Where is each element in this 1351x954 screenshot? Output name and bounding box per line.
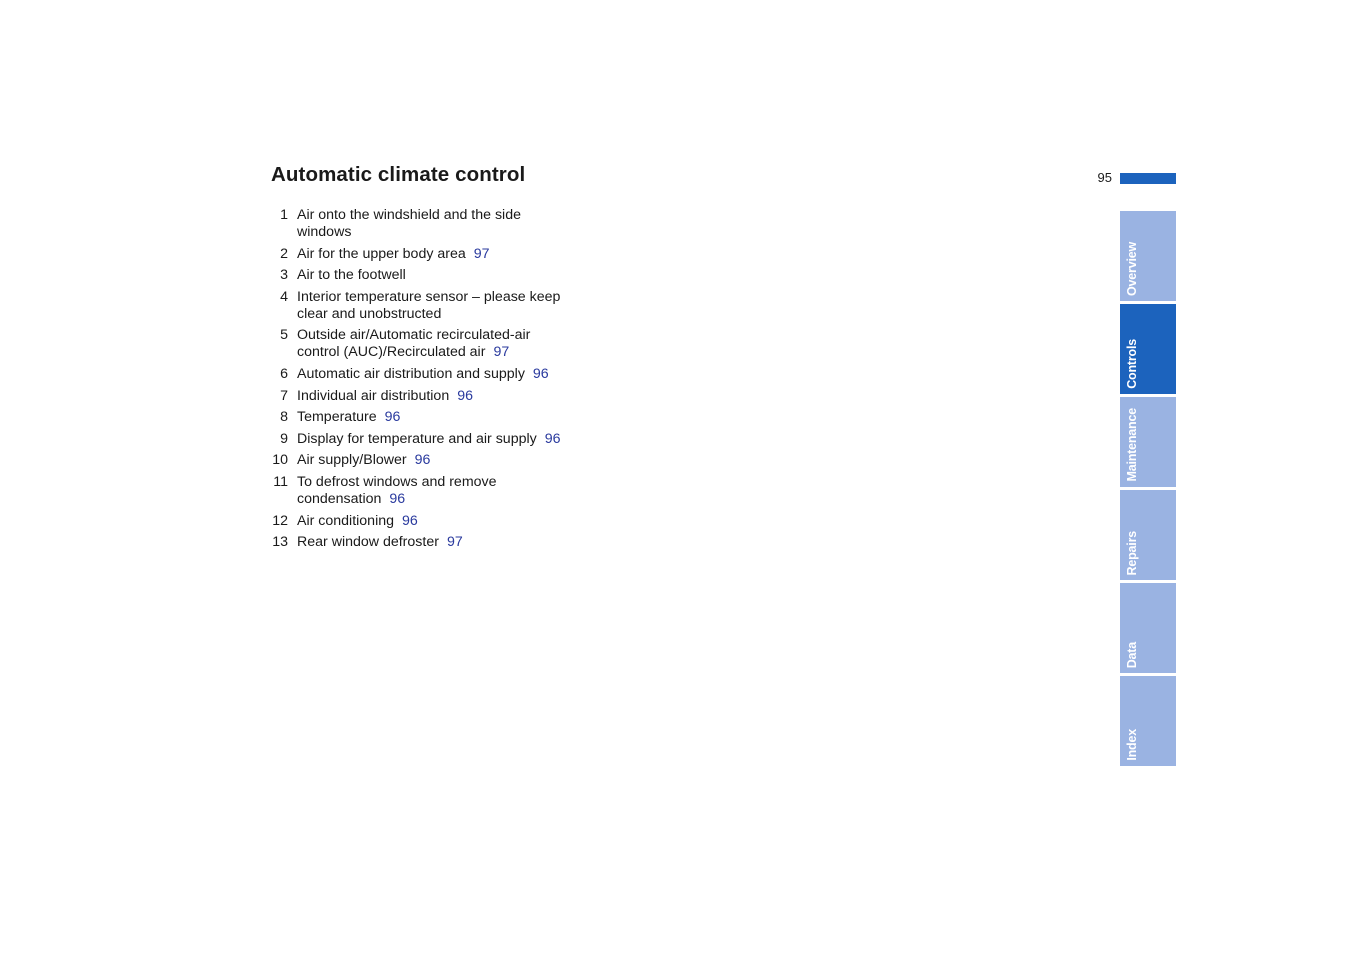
tab-repairs[interactable] <box>1120 490 1176 580</box>
list-item <box>264 388 564 405</box>
tab-index[interactable] <box>1120 676 1176 766</box>
item-number: 6 <box>280 365 288 382</box>
page-reference-link[interactable]: 97 <box>493 344 510 361</box>
item-number: 13 <box>272 534 288 551</box>
item-text: Individual air distribution <box>297 387 450 404</box>
item-text: To defrost windows and remove condensation <box>297 473 497 507</box>
item-text: Outside air/Automatic recirculated-air control (AUC)/Recirculated air <box>297 327 531 361</box>
item-number: 10 <box>272 452 288 469</box>
page-number: 95 <box>1097 170 1112 185</box>
item-number: 11 <box>273 473 288 490</box>
list-item <box>264 474 564 508</box>
page-number-bar <box>1120 173 1176 184</box>
tab-label: Data <box>1125 641 1139 668</box>
item-text: Display for temperature and air supply <box>297 430 537 447</box>
tab-controls[interactable] <box>1120 304 1176 394</box>
list-item <box>264 246 564 263</box>
page-reference-link[interactable]: 96 <box>389 490 406 507</box>
item-number: 5 <box>280 327 288 344</box>
tab-label: Repairs <box>1125 530 1139 575</box>
page-reference-link[interactable]: 96 <box>544 430 561 447</box>
page-title: Automatic climate control <box>271 163 526 186</box>
item-number: 3 <box>280 267 288 284</box>
tab-label: Controls <box>1125 339 1139 389</box>
item-number: 4 <box>280 288 288 305</box>
list-item <box>264 431 564 448</box>
page-reference-link[interactable]: 96 <box>384 409 401 426</box>
item-text: Air supply/Blower <box>297 452 407 469</box>
item-number: 8 <box>280 409 288 426</box>
list-item <box>264 289 564 323</box>
item-text: Air for the upper body area <box>297 245 466 262</box>
list-item <box>264 267 564 284</box>
page-reference-link[interactable]: 97 <box>473 245 490 262</box>
item-number: 2 <box>280 245 288 262</box>
page-reference-link[interactable]: 96 <box>414 452 431 469</box>
page-reference-link[interactable]: 96 <box>402 512 418 529</box>
list-item <box>264 513 564 530</box>
item-text: Air to the footwell <box>297 267 406 284</box>
tab-label: Index <box>1125 729 1139 761</box>
item-text: Temperature <box>297 409 377 426</box>
legend-list <box>264 207 564 556</box>
page-reference-link[interactable]: 96 <box>457 387 473 404</box>
item-number: 7 <box>280 387 288 404</box>
page-reference-link[interactable]: 96 <box>532 365 549 382</box>
item-number: 9 <box>280 430 288 447</box>
list-item <box>264 534 564 551</box>
list-item <box>264 452 564 469</box>
item-text: Air conditioning <box>297 512 395 529</box>
item-text: Air onto the windshield and the side windows <box>297 207 521 240</box>
list-item <box>264 327 564 361</box>
list-item <box>264 366 564 383</box>
page-reference-link[interactable]: 97 <box>446 534 463 551</box>
list-item <box>264 409 564 426</box>
list-item <box>264 207 564 241</box>
tab-overview[interactable] <box>1120 211 1176 301</box>
item-number: 1 <box>280 207 288 223</box>
section-tabs <box>1120 211 1176 769</box>
item-text: Automatic air distribution and supply <box>297 365 525 382</box>
item-text: Rear window defroster <box>297 534 439 551</box>
item-text: Interior temperature sensor – please keep clear and unobstructed <box>297 288 561 322</box>
tab-label: Overview <box>1125 242 1139 296</box>
item-number: 12 <box>272 512 288 529</box>
tab-maintenance[interactable] <box>1120 397 1176 487</box>
tab-data[interactable] <box>1120 583 1176 673</box>
tab-label: Maintenance <box>1125 408 1139 482</box>
